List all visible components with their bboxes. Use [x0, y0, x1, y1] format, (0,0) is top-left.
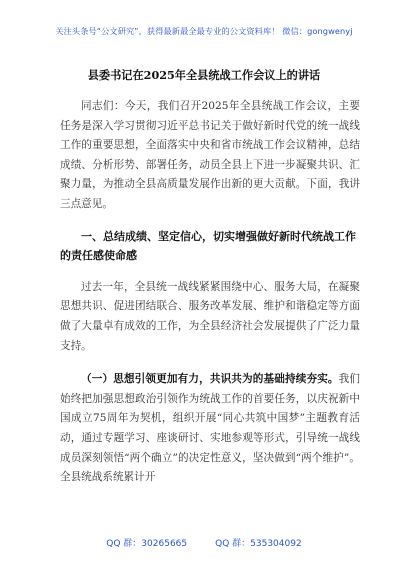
footer-qq-group-1: QQ 群：30265665	[106, 539, 188, 549]
section-heading-1: 一、总结成绩、坚定信心，切实增强做好新时代统战工作的责任感使命感	[60, 229, 356, 263]
footer-qq-group-2: QQ 群：535304092	[215, 539, 302, 549]
section-paragraph: 过去一年，全县统一战线紧紧围绕中心、服务大局，在凝聚思想共识、促进团结联合、服务改革发展、维护和谐稳定等方面做了大量卓有成效的工作，为全县经济社会发展提供了广泛力量支持。	[60, 280, 360, 352]
subsection-text: 我们始终把加强思想政治引领作为统战工作的首要任务，以庆祝新中国成立75周年为契机，组织开展“同心共筑中国梦”主题教育活动，通过专题学习、座谈研讨、实地参观等形式，引导统一战线成员深刻领悟“两个确立”的决定性意义，坚决做到“两个维护”。全县统战系统累计开	[60, 373, 361, 484]
subsection-paragraph	[60, 370, 360, 488]
header-banner: 关注头条号“公文研究”，获得最新最全最专业的公文资料库！ 微信：gongwenyj	[55, 26, 353, 36]
subsection-heading: （一）思想引领更加有力，共识共为的基础持续夯实。	[81, 373, 339, 386]
document-title: 县委书记在2025年全县统战工作会议上的讲话	[87, 68, 321, 82]
document-body	[60, 97, 360, 488]
opening-paragraph: 同志们：今天，我们召开2025年全县统战工作会议，主要任务是深入学习贯彻习近平总书记关于做好新时代党的统一战线工作的重要思想，全面落实中央和省市统战工作会议精神，总结成绩、分析形势、部署任务，动员全县上下进一步凝聚共识、汇聚力量，为推动全县高质量发展作出新的更大贡献。下面，我讲三点意见。	[60, 100, 360, 210]
footer-contacts	[0, 536, 408, 549]
